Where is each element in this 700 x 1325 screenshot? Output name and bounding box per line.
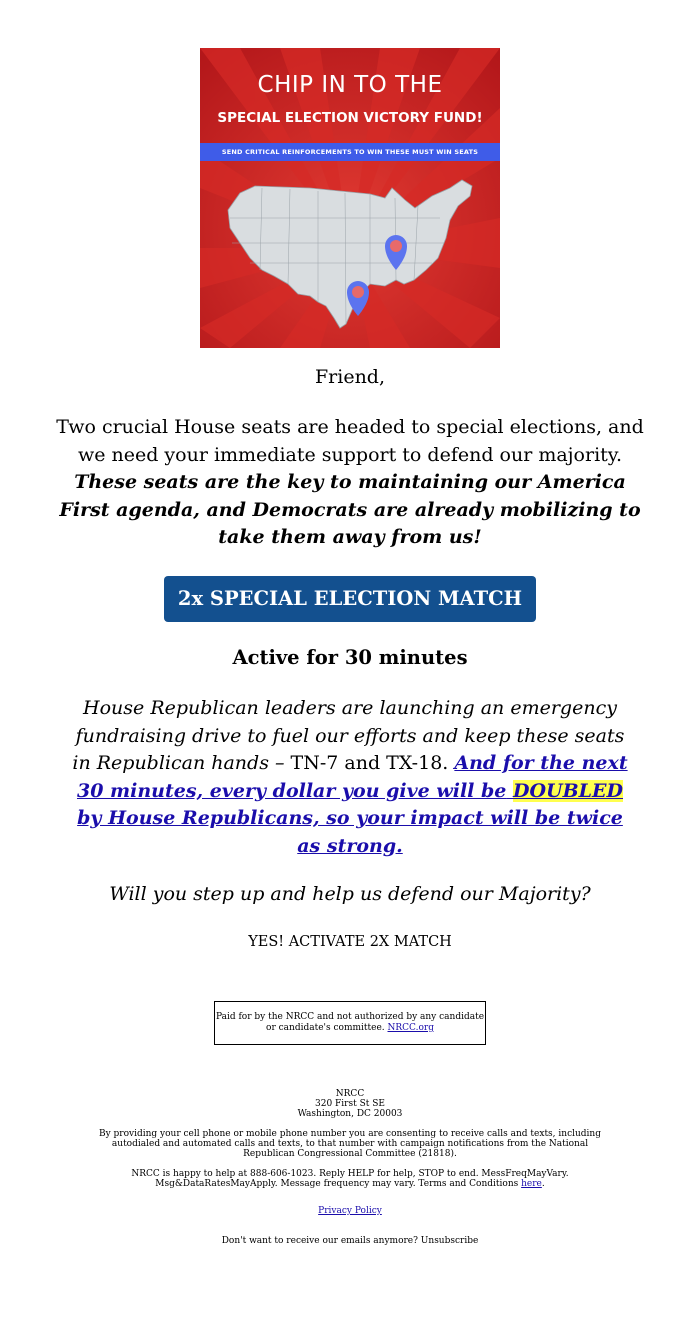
privacy-policy-link[interactable]: Privacy Policy <box>318 1206 382 1216</box>
body-italic-text: House Republican leaders are launching an emergency fundraising drive to fuel our efforts and keep these seats in Republican hands – <box>72 697 625 774</box>
footer-street: 320 First St SE <box>315 1099 385 1109</box>
question-text: Will you step up and help us defend our Majority? <box>109 883 591 905</box>
footer-help: NRCC is happy to help at 888-606-1023. Reply HELP for help, STOP to end. MessFreqMayVary. Msg&DataRatesMayApply. Message frequency may vary. Terms and Conditions here. <box>131 1169 569 1189</box>
greeting: Friend, <box>314 366 386 388</box>
link-text-before: And for the next 30 minutes, every dollar you give will be <box>76 752 628 802</box>
terms-link[interactable]: here <box>521 1179 542 1189</box>
hero-headline: CHIP IN TO THE <box>257 72 443 98</box>
nrcc-org-link[interactable]: NRCC.org <box>387 1023 434 1033</box>
unsubscribe-text[interactable]: Don't want to receive our emails anymore? Unsubscribe <box>221 1236 479 1246</box>
paid-for-disclaimer <box>214 1001 486 1045</box>
hero-banner-image[interactable] <box>200 48 500 348</box>
body-paragraph <box>68 695 632 860</box>
disclaimer-text: Paid for by the NRCC and not authorized by any candidate or candidate's committee. <box>215 1012 485 1033</box>
link-text-after: by House Republicans, so your impact will be twice as strong. <box>77 807 623 857</box>
hero-subheadline: SPECIAL ELECTION VICTORY FUND! <box>217 110 483 126</box>
active-timer-text: Active for 30 minutes <box>232 646 468 669</box>
intro-plain-text: Two crucial House seats are headed to special elections, and we need your immediate support to defend our majority. <box>56 416 644 466</box>
activate-match-link[interactable]: YES! ACTIVATE 2X MATCH <box>248 934 452 950</box>
help-text: NRCC is happy to help at 888-606-1023. Reply HELP for help, STOP to end. MessFreqMayVary. Msg&DataRatesMayApply. Message frequency may vary. Terms and Conditions <box>131 1169 569 1189</box>
footer-address <box>95 1089 605 1119</box>
body-districts-text: TN-7 and TX-18. <box>290 752 449 774</box>
intro-emphasis-text: These seats are the key to maintaining our America First agenda, and Democrats are already mobilizing to take them away from us! <box>59 471 641 548</box>
footer-org: NRCC <box>335 1089 365 1099</box>
hero-band-text: SEND CRITICAL REINFORCEMENTS TO WIN THESE MUST WIN SEATS <box>200 143 500 161</box>
intro-paragraph <box>56 414 644 552</box>
match-button[interactable]: 2x SPECIAL ELECTION MATCH <box>164 576 536 622</box>
footer-city: Washington, DC 20003 <box>297 1109 403 1119</box>
footer-consent: By providing your cell phone or mobile phone number you are consenting to receive calls and texts, including autodialed and automated calls and texts, to that number with campaign notifications from the National Republican Congressional Committee (21818). <box>98 1129 601 1159</box>
footer-privacy <box>95 1206 605 1216</box>
doubled-highlight: DOUBLED <box>513 779 623 802</box>
